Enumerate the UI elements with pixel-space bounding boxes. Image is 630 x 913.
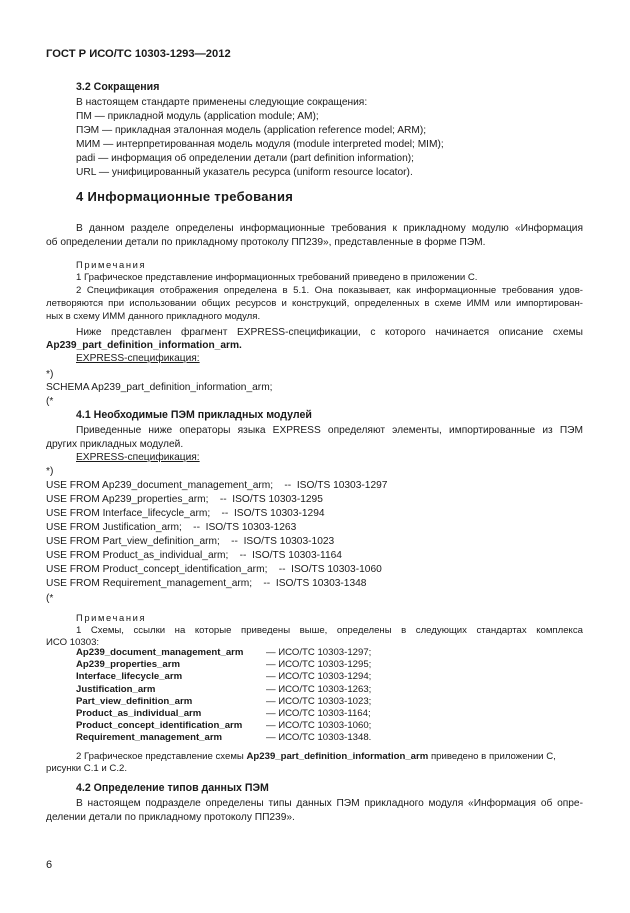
- notes-label: Примечания: [76, 259, 147, 270]
- express-spec-label: EXPRESS-спецификация:: [76, 452, 200, 463]
- table-cell-standard: — ИСО/ТС 10303-1164;: [266, 707, 371, 719]
- code-comment-open: (*: [46, 593, 54, 604]
- table-cell-schema: Part_view_definition_arm: [76, 695, 193, 707]
- notes-label: Примечания: [76, 612, 147, 623]
- section-4-1-paragraph-line: Приведенные ниже операторы языка EXPRESS определяют элементы, импортированные из ПЭМ: [76, 425, 583, 436]
- code-use-line: USE FROM Product_as_individual_arm; -- ISO/TS 10303-1164: [46, 550, 342, 561]
- table-cell-standard: — ИСО/ТС 10303-1263;: [266, 683, 372, 695]
- section-3-2-heading: 3.2 Сокращения: [76, 81, 160, 93]
- abbrev-intro: В настоящем стандарте применены следующие сокращения:: [76, 97, 368, 108]
- note-line: 1 Графическое представление информационных требований приведено в приложении С.: [76, 272, 478, 283]
- code-use-line: USE FROM Interface_lifecycle_arm; -- ISO/TS 10303-1294: [46, 508, 325, 519]
- express-spec-label: EXPRESS-спецификация:: [76, 353, 200, 364]
- table-cell-schema: Justification_arm: [76, 683, 156, 695]
- table-cell-schema: Product_concept_identification_arm: [76, 720, 243, 732]
- document-header: ГОСТ Р ИСО/ТС 10303-1293—2012: [46, 48, 231, 60]
- note-line: летворяются при использовании общих ресурсов и конструкций, определенных в схеме ИММ или импортирован-: [46, 298, 583, 309]
- abbrev-item: ПМ — прикладной модуль (application module; AM);: [76, 111, 319, 122]
- code-use-line: USE FROM Ap239_properties_arm; -- ISO/TS 10303-1295: [46, 494, 323, 505]
- abbrev-item: МИМ — интерпретированная модель модуля (module interpreted model; MIM);: [76, 139, 444, 150]
- code-use-line: USE FROM Justification_arm; -- ISO/TS 10303-1263: [46, 522, 297, 533]
- section-4-1-heading: 4.1 Необходимые ПЭМ прикладных модулей: [76, 409, 312, 421]
- code-comment-close: *): [46, 466, 54, 477]
- code-use-line: USE FROM Part_view_definition_arm; -- ISO/TS 10303-1023: [46, 536, 335, 547]
- note-line: рисунки С.1 и С.2.: [46, 763, 128, 774]
- section-4-paragraph-line: В данном разделе определены информационные требования к прикладному модулю «Информация: [76, 223, 583, 234]
- schema-name: Ap239_part_definition_information_arm.: [46, 340, 242, 351]
- note-line: 2 Спецификация отображения определена в 5.1. Она показывает, как информационные требования удов-: [76, 285, 583, 296]
- section-4-2-heading: 4.2 Определение типов данных ПЭМ: [76, 782, 269, 794]
- section-4-2-paragraph-line: делении детали по прикладному протоколу ПП239».: [46, 812, 295, 823]
- express-intro-line: Ниже представлен фрагмент EXPRESS-спецификации, с которого начинается описание схемы: [76, 327, 583, 338]
- code-schema-line: SCHEMA Ap239_part_definition_information_arm;: [46, 382, 273, 393]
- code-use-line: USE FROM Product_concept_identification_arm; -- ISO/TS 10303-1060: [46, 564, 382, 575]
- code-comment-close: *): [46, 369, 54, 380]
- abbrev-item: URL — унифицированный указатель ресурса (uniform resource locator).: [76, 167, 413, 178]
- table-cell-schema: Requirement_management_arm: [76, 732, 223, 744]
- section-4-paragraph-line: об определении детали по прикладному протоколу ПП239», представленные в форме ПЭМ.: [46, 237, 486, 248]
- code-use-line: USE FROM Requirement_management_arm; -- ISO/TS 10303-1348: [46, 578, 367, 589]
- page-number: 6: [46, 859, 53, 871]
- code-use-line: USE FROM Ap239_document_management_arm; -- ISO/TS 10303-1297: [46, 480, 388, 491]
- note-line: ных в схему ИММ данного прикладного модуля.: [46, 311, 261, 322]
- table-cell-schema: Ap239_document_management_arm: [76, 647, 244, 658]
- table-cell-standard: — ИСО/ТС 10303-1295;: [266, 659, 372, 671]
- table-cell-schema: Product_as_individual_arm: [76, 707, 202, 719]
- table-cell-standard: — ИСО/ТС 10303-1297;: [266, 647, 372, 658]
- table-cell-standard: — ИСО/ТС 10303-1348.: [266, 732, 372, 744]
- section-4-1-paragraph-line: других прикладных модулей.: [46, 439, 184, 450]
- table-cell-standard: — ИСО/ТС 10303-1294;: [266, 671, 372, 683]
- code-comment-open: (*: [46, 396, 54, 407]
- abbrev-item: ПЭМ — прикладная эталонная модель (application reference model; ARM);: [76, 125, 427, 136]
- table-cell-standard: — ИСО/ТС 10303-1060;: [266, 720, 372, 732]
- note-line: 2 Графическое представление схемы Ap239_part_definition_information_arm приведено в приложении С,: [76, 751, 556, 762]
- note-line: ИСО 10303:: [46, 637, 100, 648]
- section-4-heading: 4 Информационные требования: [76, 189, 294, 204]
- note-line: 1 Схемы, ссылки на которые приведены выше, определены в следующих стандартах комплекса: [76, 625, 583, 636]
- abbrev-item: padi — информация об определении детали (part definition information);: [76, 153, 414, 164]
- table-cell-standard: — ИСО/ТС 10303-1023;: [266, 695, 372, 707]
- table-cell-schema: Ap239_properties_arm: [76, 659, 180, 671]
- section-4-2-paragraph-line: В настоящем подразделе определены типы данных ПЭМ прикладного модуля «Информация об опре-: [76, 798, 583, 809]
- table-cell-schema: Interface_lifecycle_arm: [76, 671, 183, 683]
